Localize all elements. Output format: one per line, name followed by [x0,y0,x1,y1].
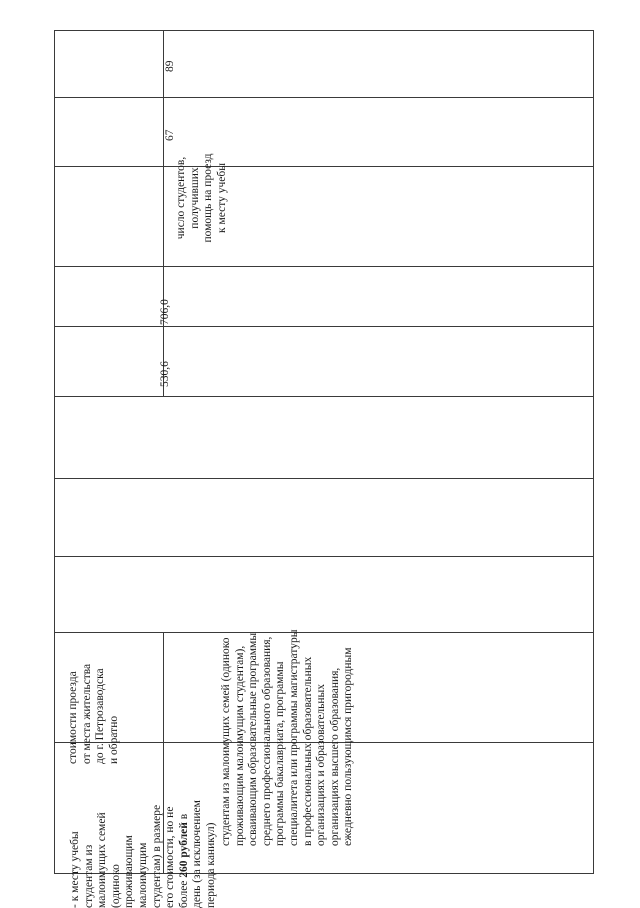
value-706-0: 706,0 [159,299,171,325]
row-divider-3 [54,266,594,267]
value-530-6: 530,6 [159,361,171,387]
row-divider-5 [54,396,594,397]
inner-box-top [54,478,594,479]
measure-text-2: в день (за исключением периода каникул) [177,800,217,908]
recipients-description: студентам из малоимущих семей (одиноко проживающим малоимущим студентам), осваивающим образовательные программы среднего профессионального образования, программы бакалавриата, программы специалитета или программы магистратуры в профессиональных образовательных организациях и образовательных организациях высшего образования, ежедневно пользующимся пригородным [220,629,355,846]
inner-box-divider [54,556,594,557]
row-divider-2 [54,166,594,167]
measure-amount: 260 рублей [177,822,190,878]
indicator-students-count: число студентов, получивших помощь на проезд к месту учебы [175,153,228,243]
value-67: 67 [164,129,176,141]
row-divider-4 [54,326,594,327]
row-divider-1 [54,97,594,98]
measure-text-1: - к месту учебы студентам из малоимущих семей (одиноко проживающим малоимущим студентам) в размере его стоимости, но не более [69,804,190,908]
travel-cost-continuation: стоимости проезда от места жительства до г. Петрозаводска и обратно [67,663,120,764]
value-89: 89 [164,60,176,72]
column-line-1 [54,30,55,873]
table-border-top [54,30,594,31]
